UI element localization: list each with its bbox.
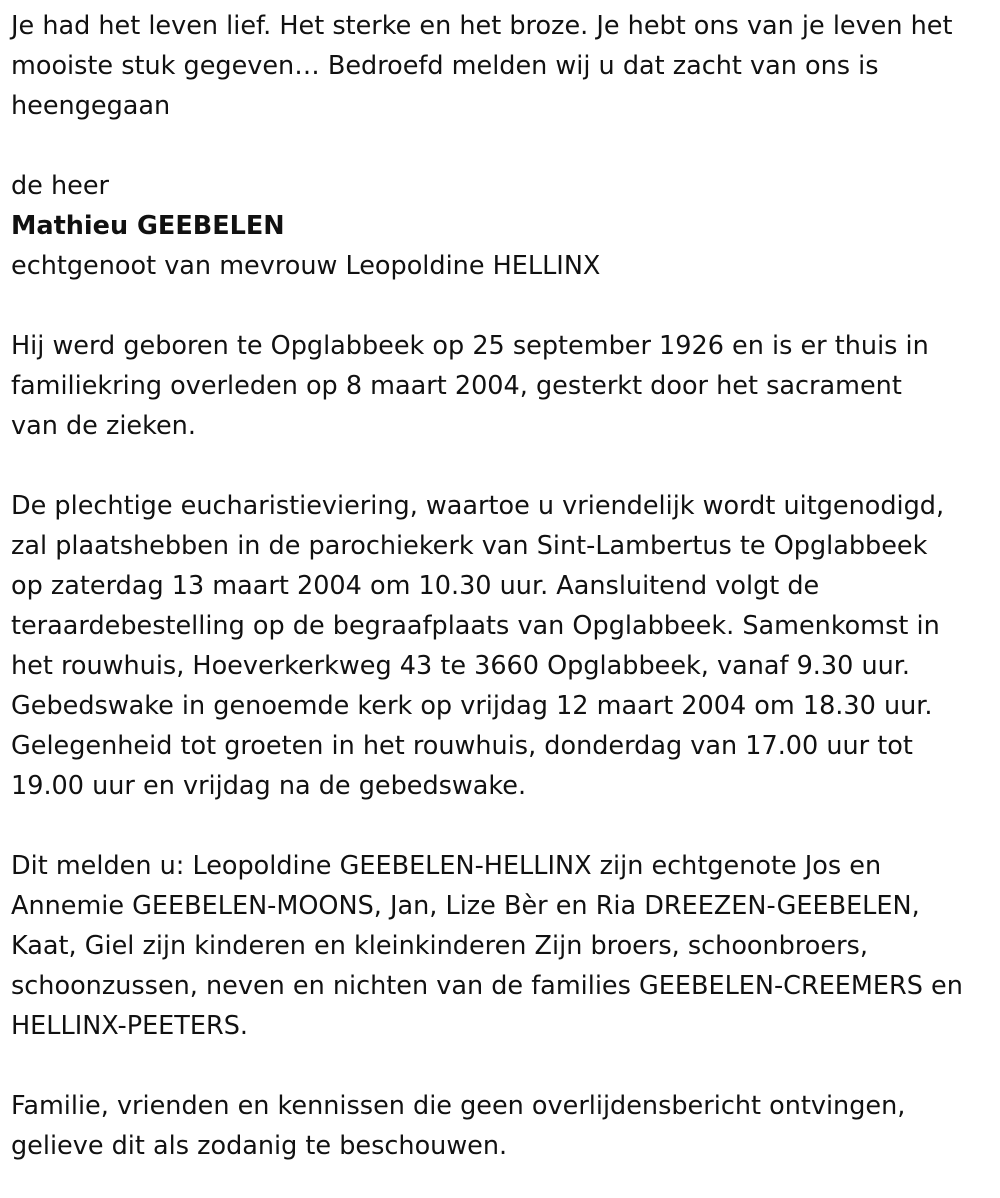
birth-death-paragraph: Hij werd geboren te Opglabbeek op 25 september 1926 en is er thuis in familiekring overleden op 8 maart 2004, gesterkt door het sacrament van de zieken. <box>11 331 929 441</box>
spacer <box>11 1046 996 1086</box>
title-prefix: de heer <box>11 171 110 201</box>
intro-paragraph: Je had het leven lief. Het sterke en het broze. Je hebt ons van je leven het mooiste stuk gegeven… Bedroefd melden wij u dat zacht van ons is heengegaan <box>11 11 953 121</box>
spacer <box>11 446 996 486</box>
death-notice <box>11 6 996 1166</box>
spouse-line: echtgenoot van mevrouw Leopoldine HELLINX <box>11 251 601 281</box>
family-paragraph: Dit melden u: Leopoldine GEEBELEN-HELLINX zijn echtgenote Jos en Annemie GEEBELEN-MOONS, Jan, Lize Bèr en Ria DREEZEN-GEEBELEN, Kaat, Giel zijn kinderen en kleinkinderen Zijn broers, schoonbroers, schoonzussen, neven en nichten van de families GEEBELEN-CREEMERS en HELLINX-PEETERS. <box>11 851 963 1041</box>
ceremony-paragraph: De plechtige eucharistieviering, waartoe u vriendelijk wordt uitgenodigd, zal plaatshebben in de parochiekerk van Sint-Lambertus te Opglabbeek op zaterdag 13 maart 2004 om 10.30 uur. Aansluitend volgt de teraardebestelling op de begraafplaats van Opglabbeek. Samenkomst in het rouwhuis, Hoeverkerkweg 43 te 3660 Opglabbeek, vanaf 9.30 uur. Gebedswake in genoemde kerk op vrijdag 12 maart 2004 om 18.30 uur. Gelegenheid tot groeten in het rouwhuis, donderdag van 17.00 uur tot 19.00 uur en vrijdag na de gebedswake. <box>11 491 945 801</box>
spacer <box>11 806 996 846</box>
closing-paragraph: Familie, vrienden en kennissen die geen overlijdensbericht ontvingen, gelieve dit als zodanig te beschouwen. <box>11 1091 906 1161</box>
deceased-name: Mathieu GEEBELEN <box>11 211 285 241</box>
spacer <box>11 286 996 326</box>
spacer <box>11 126 996 166</box>
